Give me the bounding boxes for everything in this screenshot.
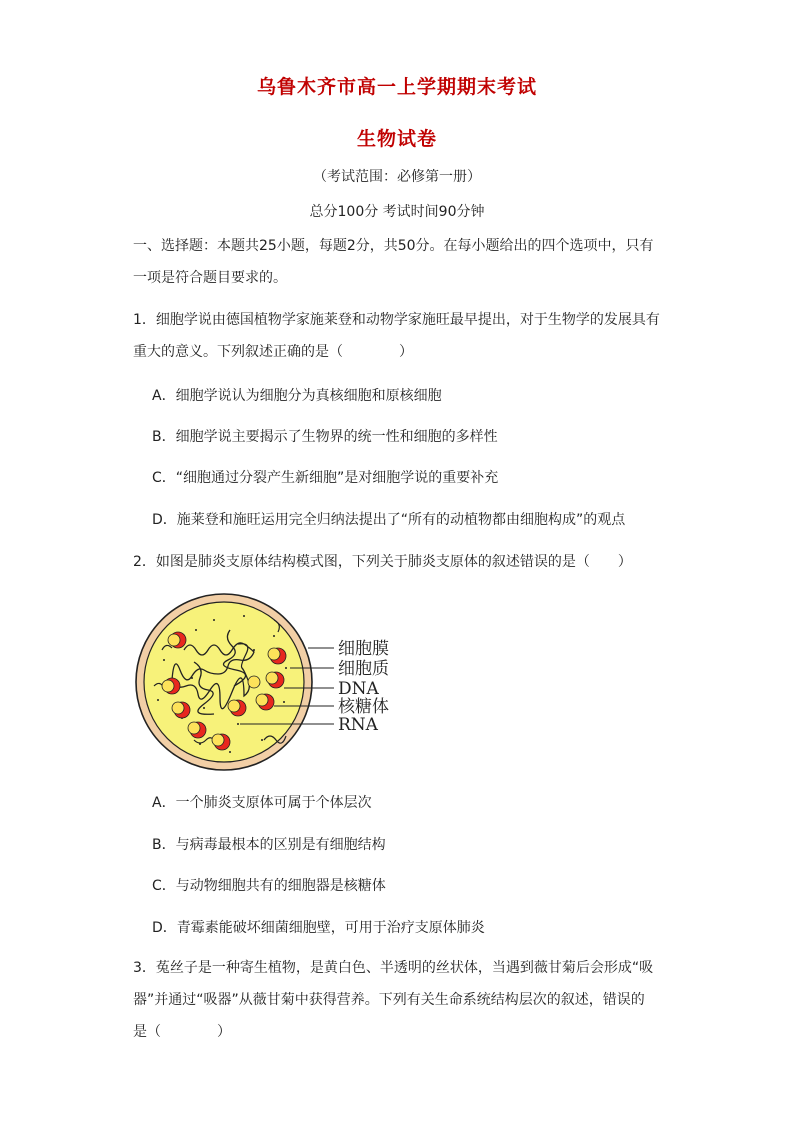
label-ribosome: 核糖体 [338, 697, 389, 717]
question-1 [133, 304, 693, 368]
section-line-2: 一项是符合题目要求的。 [133, 270, 287, 286]
q2-option-b[interactable]: B．与病毒最根本的区别是有细胞结构 [152, 837, 386, 853]
q1-option-d[interactable]: D．施莱登和施旺运用完全归纳法提出了“所有的动植物都由细胞构成”的观点 [152, 512, 626, 528]
section-instructions [133, 230, 693, 294]
q2-option-d[interactable]: D．青霉素能破坏细菌细胞壁，可用于治疗支原体肺炎 [152, 920, 485, 936]
q1-option-c[interactable]: C．“细胞通过分裂产生新细胞”是对细胞学说的重要补充 [152, 470, 499, 486]
exam-subtitle: 生物试卷 [356, 128, 437, 150]
question-3 [133, 952, 693, 1048]
exam-scope: （考试范围：必修第一册） [313, 169, 481, 185]
mycoplasma-figure [134, 590, 404, 775]
q3-line-3: 是（ ） [133, 1024, 231, 1040]
label-rna: RNA [338, 715, 378, 735]
label-dna: DNA [338, 679, 379, 699]
q3-line-2: 器”并通过“吸器”从薇甘菊中获得营养。下列有关生命系统结构层次的叙述，错误的 [133, 992, 645, 1008]
q2-option-a[interactable]: A．一个肺炎支原体可属于个体层次 [152, 795, 372, 811]
question-2-stem: 2．如图是肺炎支原体结构模式图，下列关于肺炎支原体的叙述错误的是（ ） [133, 554, 632, 570]
q1-option-b[interactable]: B．细胞学说主要揭示了生物界的统一性和细胞的多样性 [152, 429, 498, 445]
q1-option-a[interactable]: A．细胞学说认为细胞分为真核细胞和原核细胞 [152, 388, 442, 404]
q2-option-c[interactable]: C．与动物细胞共有的细胞器是核糖体 [152, 878, 386, 894]
mycoplasma-diagram [134, 590, 404, 775]
label-cytoplasm: 细胞质 [338, 659, 389, 679]
exam-title: 乌鲁木齐市高一上学期期末考试 [256, 76, 537, 98]
q3-line-1: 3．菟丝子是一种寄生植物，是黄白色、半透明的丝状体，当遇到薇甘菊后会形成“吸 [133, 960, 654, 976]
exam-score-time: 总分100分 考试时间90分钟 [309, 204, 485, 220]
q1-line-2: 重大的意义。下列叙述正确的是（ ） [133, 344, 413, 360]
label-cell-membrane: 细胞膜 [338, 639, 389, 659]
section-line-1: 一、选择题：本题共25小题，每题2分，共50分。在每小题给出的四个选项中，只有 [133, 238, 654, 254]
q1-line-1: 1．细胞学说由德国植物学家施莱登和动物学家施旺最早提出，对于生物学的发展具有 [133, 312, 660, 328]
